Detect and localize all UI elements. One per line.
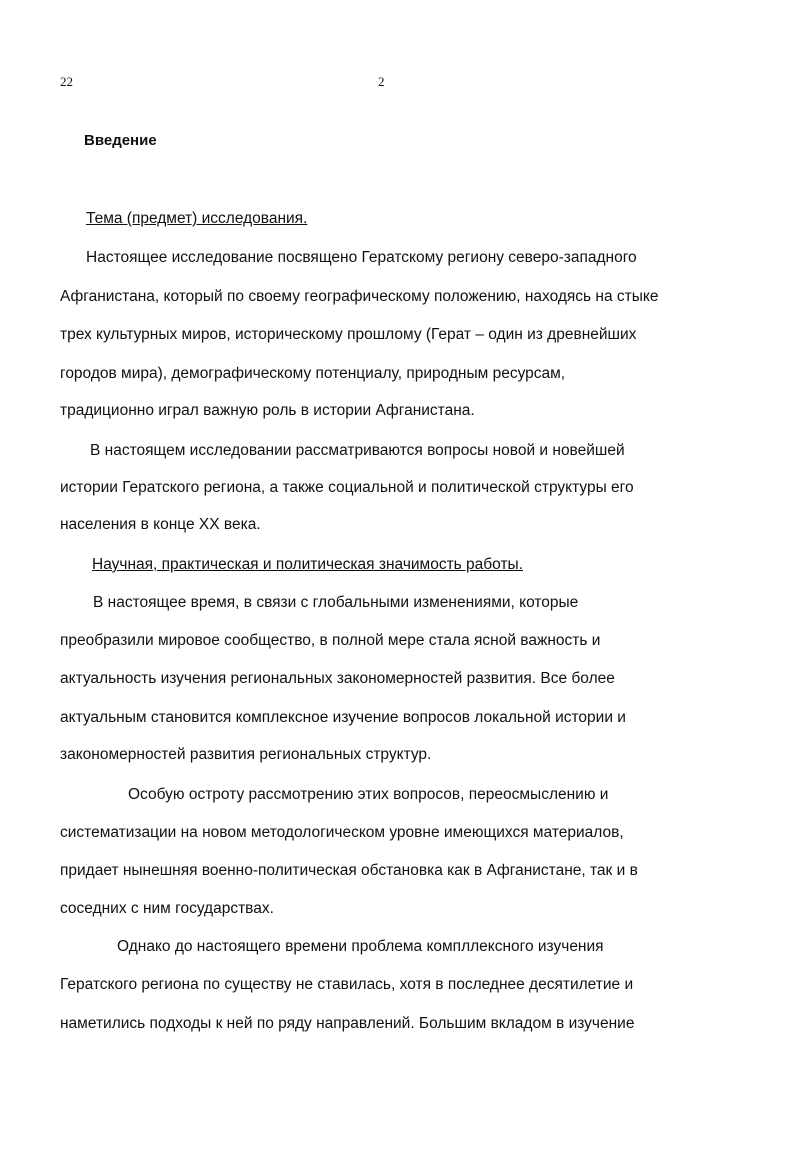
paragraph-line: В настоящее время, в связи с глобальными изменениями, которые — [93, 594, 579, 611]
paragraph-line: Настоящее исследование посвящено Гератскому региону северо-западного — [86, 249, 637, 266]
paragraph-line: населения в конце XX века. — [60, 516, 261, 533]
paragraph-line: истории Гератского региона, а также социальной и политической структуры его — [60, 479, 634, 496]
paragraph-line: актуальным становится комплексное изучение вопросов локальной истории и — [60, 709, 626, 726]
topic-subheading: Тема (предмет) исследования. — [86, 210, 308, 227]
paragraph-line: Однако до настоящего времени проблема компллексного изучения — [117, 938, 604, 955]
paragraph-line: преобразили мировое сообщество, в полной мере стала ясной важность и — [60, 632, 601, 649]
paragraph-line: Афганистана, который по своему географическому положению, находясь на стыке — [60, 288, 659, 305]
page-number: 2 — [378, 74, 385, 89]
paragraph-line: городов мира), демографическому потенциалу, природным ресурсам, — [60, 365, 566, 382]
paragraph-line: соседних с ним государствах. — [60, 900, 274, 917]
paragraph-line: традиционно играл важную роль в истории Афганистана. — [60, 402, 475, 419]
paragraph-line: Гератского региона по существу не ставилась, хотя в последнее десятилетие и — [60, 976, 634, 993]
significance-subheading: Научная, практическая и политическая значимость работы. — [92, 556, 524, 573]
paragraph-line: придает нынешняя военно-политическая обстановка как в Афганистане, так и в — [60, 862, 638, 879]
paragraph-line: трех культурных миров, историческому прошлому (Герат – один из древнейших — [60, 326, 637, 343]
paragraph-line: систематизации на новом методологическом уровне имеющихся материалов, — [60, 824, 624, 841]
paragraph-line: наметились подходы к ней по ряду направлений. Большим вкладом в изучение — [60, 1015, 635, 1032]
paragraph-line: актуальность изучения региональных закономерностей развития. Все более — [60, 670, 615, 687]
header-left-number: 22 — [60, 74, 73, 89]
paragraph-line: закономерностей развития региональных структур. — [60, 746, 432, 763]
section-heading: Введение — [84, 132, 157, 149]
paragraph-line: Особую остроту рассмотрению этих вопросов, переосмыслению и — [128, 786, 609, 803]
paragraph-line: В настоящем исследовании рассматриваются вопросы новой и новейшей — [90, 442, 625, 459]
